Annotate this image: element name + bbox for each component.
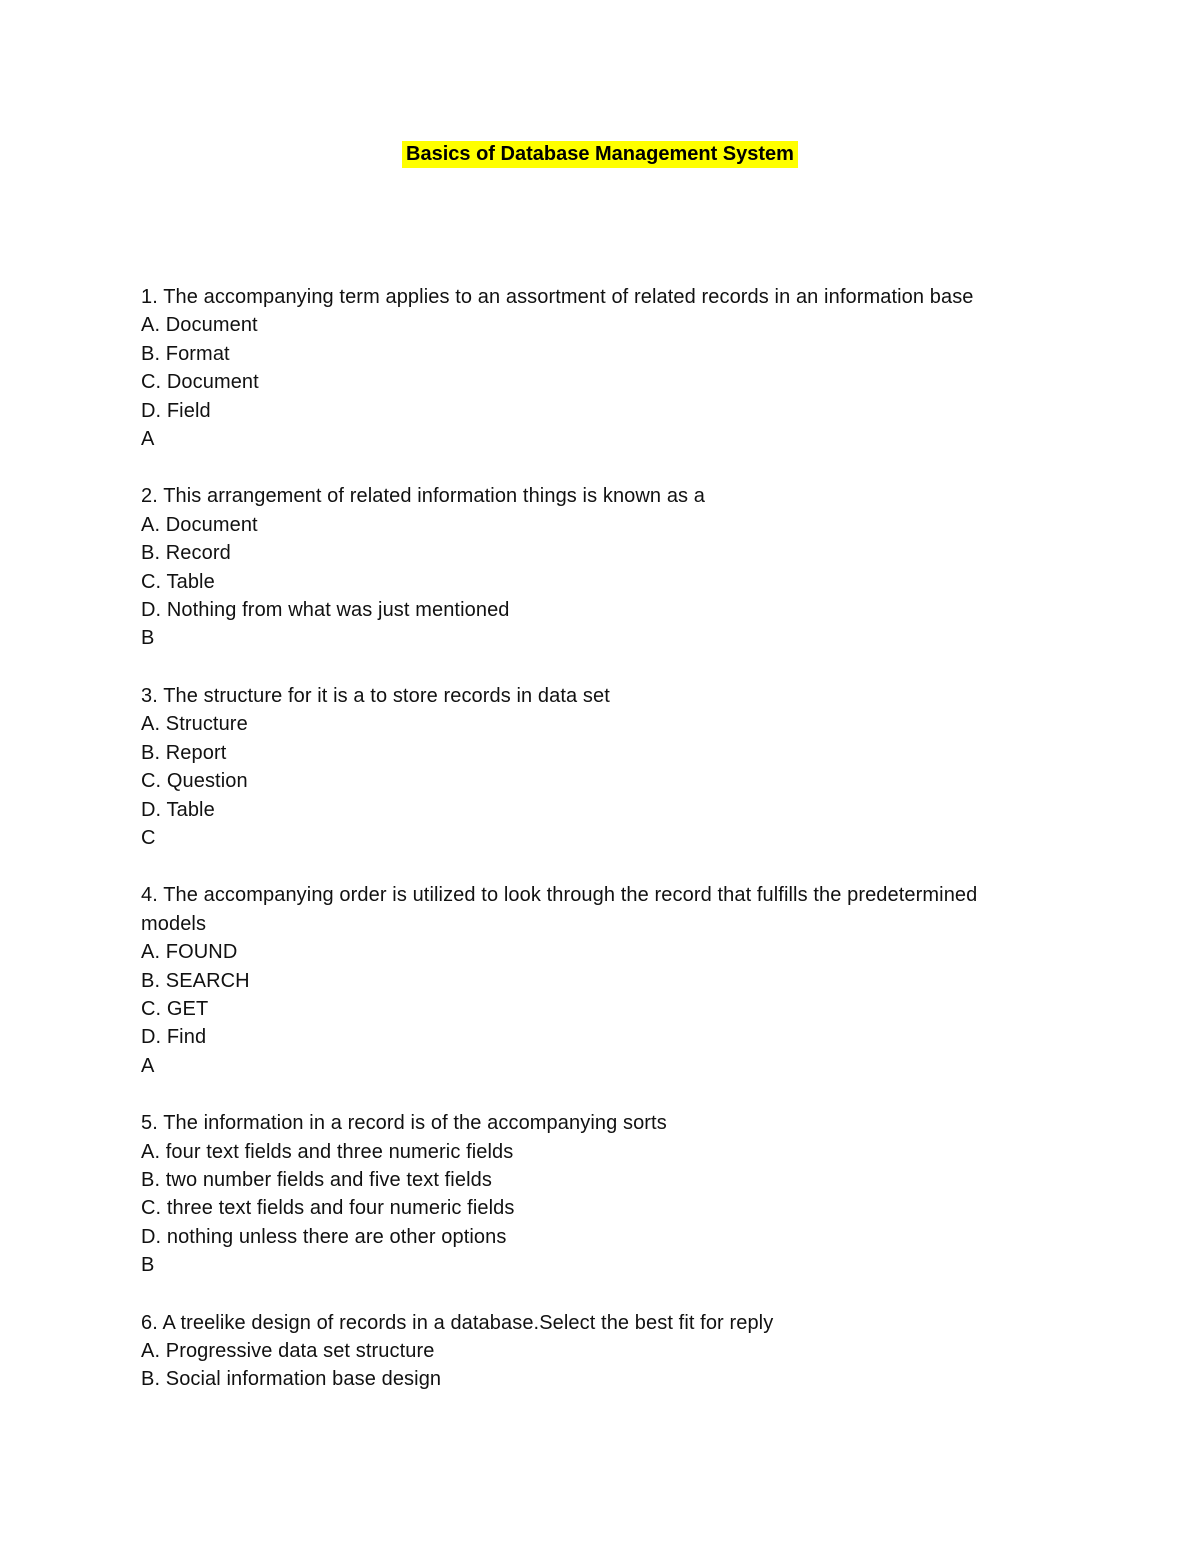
- question-number: 2.: [141, 485, 158, 508]
- answer: A: [141, 1054, 155, 1077]
- question-3: [141, 682, 1046, 852]
- option-b: B. Record: [141, 542, 231, 565]
- answer: C: [141, 826, 156, 849]
- option-b: B. SEARCH: [141, 969, 250, 992]
- question-text: [141, 482, 1046, 510]
- option-a: A. FOUND: [141, 941, 238, 964]
- question-text: [141, 283, 1046, 311]
- question-4: [141, 881, 1046, 1080]
- option-a: A. Document: [141, 513, 258, 536]
- question-body: A treelike design of records in a database.Select the best fit for reply: [162, 1311, 774, 1334]
- option-d: D. Table: [141, 798, 215, 821]
- document-title: Basics of Database Management System: [402, 141, 798, 168]
- question-body: The accompanying term applies to an assortment of related records in an information base: [163, 286, 974, 308]
- option-d: D. nothing unless there are other options: [141, 1225, 507, 1248]
- question-number: 5.: [141, 1112, 158, 1135]
- option-a: A. four text fields and three numeric fields: [141, 1140, 514, 1163]
- option-d: D. Find: [141, 1026, 207, 1049]
- option-b: B. Social information base design: [141, 1368, 442, 1391]
- option-a: A. Structure: [141, 713, 248, 736]
- option-d: D. Nothing from what was just mentioned: [141, 599, 510, 622]
- option-c: C. GET: [141, 997, 209, 1020]
- title-container: [0, 141, 1200, 168]
- option-b: B. Format: [141, 342, 230, 365]
- answer: B: [141, 1254, 155, 1277]
- question-2: [141, 482, 1046, 652]
- question-text: [141, 1309, 1046, 1337]
- question-text: [141, 881, 1046, 938]
- question-body: The accompanying order is utilized to look through the record that fulfills the predetermined models: [141, 884, 978, 935]
- option-a: A. Document: [141, 314, 258, 337]
- option-b: B. Report: [141, 741, 227, 764]
- question-number: 3.: [141, 684, 158, 707]
- question-list: [141, 283, 1046, 1423]
- option-d: D. Field: [141, 399, 211, 422]
- option-c: C. Question: [141, 770, 248, 793]
- option-a: A. Progressive data set structure: [141, 1340, 435, 1362]
- answer: A: [141, 428, 155, 451]
- question-body: The structure for it is a to store records in data set: [163, 684, 610, 707]
- option-c: C. three text fields and four numeric fields: [141, 1197, 515, 1220]
- question-number: 1.: [141, 286, 158, 308]
- question-number: 4.: [141, 884, 158, 907]
- question-text: [141, 1109, 1046, 1137]
- option-c: C. Table: [141, 570, 215, 593]
- question-6: [141, 1309, 1046, 1394]
- question-number: 6.: [141, 1311, 158, 1334]
- question-5: [141, 1109, 1046, 1279]
- option-c: C. Document: [141, 371, 259, 394]
- answer: B: [141, 627, 155, 650]
- question-body: The information in a record is of the accompanying sorts: [163, 1112, 667, 1135]
- question-1: [141, 283, 1046, 453]
- option-b: B. two number fields and five text fields: [141, 1168, 492, 1191]
- question-text: [141, 682, 1046, 710]
- question-body: This arrangement of related information things is known as a: [163, 485, 706, 508]
